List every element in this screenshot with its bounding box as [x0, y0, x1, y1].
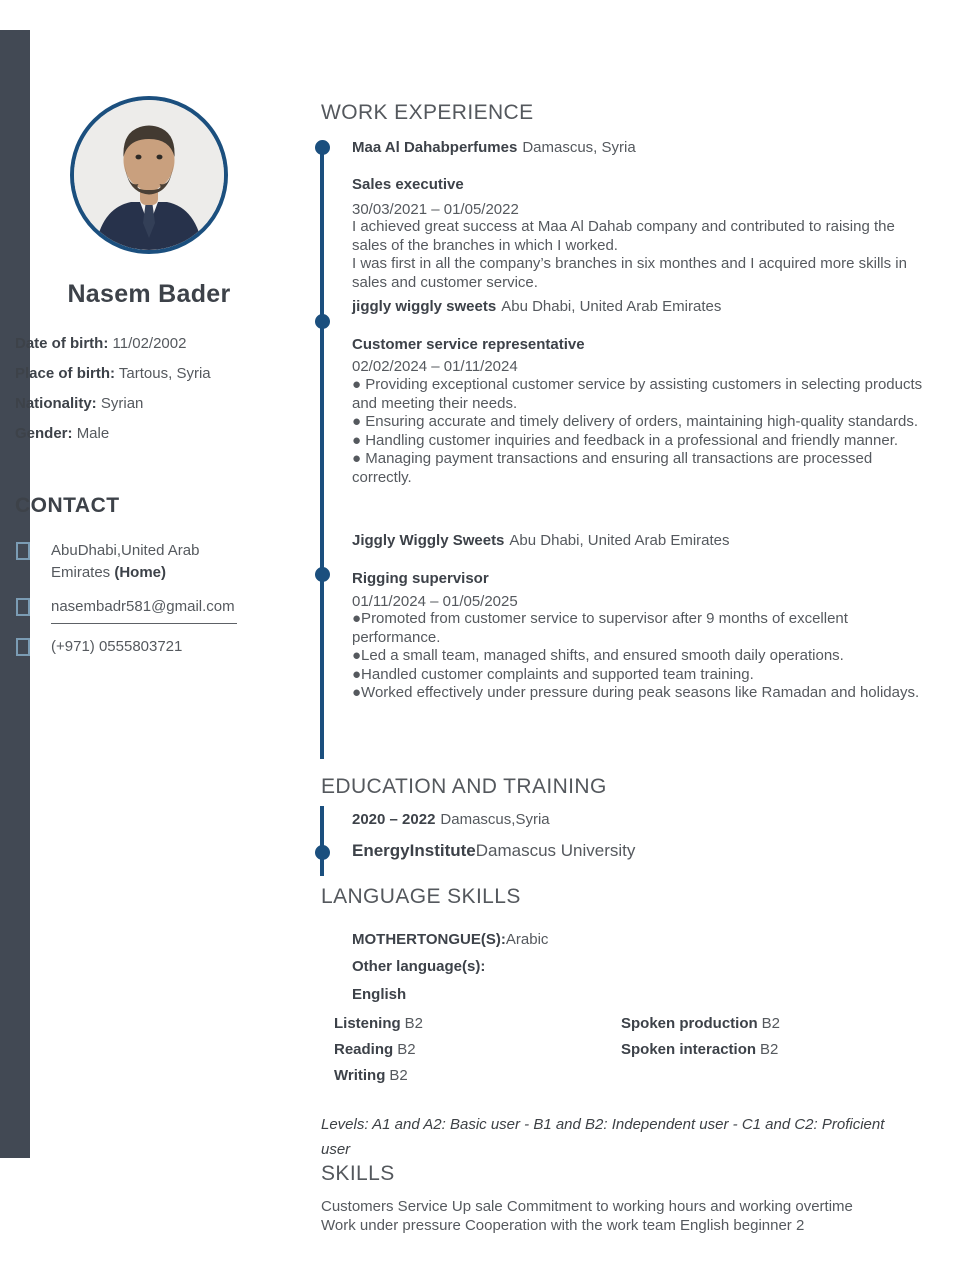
- detail-nationality: [15, 393, 295, 415]
- email-link[interactable]: nasembadr581@gmail.com: [51, 596, 237, 624]
- detail-label: Date of birth:: [15, 335, 109, 352]
- contact-heading: CONTACT: [15, 494, 120, 517]
- personal-details: [15, 333, 295, 453]
- contact-item-phone: [16, 636, 286, 658]
- employer-name: Jiggly Wiggly Sweets: [352, 532, 505, 549]
- job-bullet: ●Handled customer complaints and supported team training.: [352, 665, 754, 683]
- skills-text: Customers Service Up sale Commitment to working hours and working overtime Work under pressure Cooperation with the work team English beginner 2: [321, 1198, 853, 1234]
- detail-date-of-birth: [15, 333, 295, 355]
- education-dates: 2020 – 2022: [352, 811, 436, 828]
- location-icon: [16, 542, 30, 560]
- job-title: Sales executive: [352, 176, 464, 193]
- employer-name: Maa Al Dahabperfumes: [352, 139, 518, 156]
- education-institute-line: [352, 841, 932, 860]
- mother-tongue-label: MOTHERTONGUE(S):: [352, 931, 506, 948]
- job-description: [352, 218, 924, 292]
- detail-value: Male: [76, 425, 110, 442]
- lang-skill-spoken-production: [621, 1015, 871, 1041]
- employer-location: Abu Dhabi, United Arab Emirates: [501, 298, 722, 315]
- detail-gender: [15, 423, 295, 445]
- education-heading: EDUCATION AND TRAINING: [321, 775, 607, 798]
- education-dates-line: [352, 810, 932, 829]
- job-bullet: ●Promoted from customer service to supervisor after 9 months of excellent performance.: [352, 610, 848, 646]
- lang-skill-level: B2: [397, 1041, 416, 1058]
- person-avatar-icon: [74, 100, 224, 250]
- timeline-dot: [315, 567, 330, 582]
- contact-list: [16, 540, 286, 670]
- detail-label: Gender:: [15, 425, 73, 442]
- lang-skill-label: Spoken production: [621, 1015, 758, 1032]
- lang-skill-level: B2: [404, 1015, 424, 1032]
- lang-skill-reading: [334, 1041, 621, 1067]
- lang-skill-level: B2: [761, 1015, 781, 1032]
- phone-text: (+971) 0555803721: [51, 638, 183, 655]
- employer-location: Abu Dhabi, United Arab Emirates: [509, 532, 730, 549]
- lang-skill-label: Writing: [334, 1067, 386, 1084]
- mother-tongue-value: Arabic: [505, 931, 549, 948]
- home-tag: (Home): [114, 564, 167, 581]
- detail-value: 11/02/2002: [112, 335, 187, 352]
- job-bullet: ● Handling customer inquiries and feedback in a professional and friendly manner.: [352, 431, 899, 449]
- job-description-line: I was first in all the company’s branches in six monthes and I acquired more skills in sales and customer service.: [352, 255, 907, 291]
- detail-label: Place of birth:: [15, 365, 116, 382]
- lang-skill-level: B2: [760, 1041, 779, 1058]
- employer-line: [352, 138, 932, 157]
- job-dates: 30/03/2021 – 01/05/2022: [352, 201, 519, 218]
- contact-item-address: [16, 540, 286, 584]
- education-location: Damascus,Syria: [440, 811, 550, 828]
- employer-name: jiggly wiggly sweets: [352, 298, 497, 315]
- employer-location: Damascus, Syria: [522, 139, 636, 156]
- lang-skill-label: Spoken interaction: [621, 1041, 757, 1058]
- lang-skill-writing: [334, 1067, 621, 1093]
- job-bullet: ● Providing exceptional customer service by assisting customers in selecting products and meeting their needs.: [352, 376, 923, 412]
- work-timeline-line: [320, 147, 324, 759]
- employer-line: [352, 297, 932, 316]
- lang-skill-level: B2: [389, 1067, 408, 1084]
- job-bullet: ●Led a small team, managed shifts, and ensured smooth daily operations.: [352, 647, 844, 665]
- job-description: [352, 610, 932, 703]
- job-title: Customer service representative: [352, 336, 585, 353]
- job-description: [352, 376, 932, 488]
- education-institute: EnergyInstitute: [352, 841, 476, 860]
- lang-skill-label: Listening: [334, 1015, 401, 1032]
- address-text: [51, 540, 256, 584]
- job-description-line: I achieved great success at Maa Al Dahab company and contributed to raising the sales of the branches in which I worked.: [352, 218, 895, 254]
- job-bullet: ●Worked effectively under pressure during peak seasons like Ramadan and holidays.: [352, 684, 920, 702]
- employer-line: [352, 531, 932, 550]
- education-timeline-line: [320, 806, 324, 876]
- other-languages-label: Other language(s):: [352, 958, 486, 975]
- address-value: AbuDhabi,United Arab Emirates: [51, 542, 200, 581]
- profile-photo: [70, 96, 228, 254]
- mother-tongue-line: [352, 930, 932, 949]
- language-grid: [334, 1015, 871, 1093]
- profile-name: Nasem Bader: [67, 280, 231, 308]
- job-dates: 02/02/2024 – 01/11/2024: [352, 358, 518, 375]
- skills-heading: SKILLS: [321, 1162, 395, 1185]
- detail-place-of-birth: [15, 363, 295, 385]
- lang-skill-listening: [334, 1015, 621, 1041]
- language-name: English: [352, 986, 407, 1003]
- timeline-dot: [315, 845, 330, 860]
- levels-note: Levels: A1 and A2: Basic user - B1 and B2: Independent user - C1 and C2: Proficient user: [321, 1116, 885, 1158]
- job-bullet: ● Ensuring accurate and timely delivery of orders, maintaining high-quality standards.: [352, 413, 919, 431]
- contact-item-email: [16, 596, 286, 624]
- detail-label: Nationality:: [15, 395, 97, 412]
- timeline-dot: [315, 140, 330, 155]
- lang-skill-spoken-interaction: [621, 1041, 871, 1067]
- job-title: Rigging supervisor: [352, 570, 489, 587]
- job-bullet: ● Managing payment transactions and ensuring all transactions are processed correctly.: [352, 450, 873, 486]
- detail-value: Tartous, Syria: [118, 365, 211, 382]
- language-skills-heading: LANGUAGE SKILLS: [321, 885, 521, 908]
- timeline-dot: [315, 314, 330, 329]
- education-university: Damascus University: [475, 841, 636, 860]
- email-icon: [16, 598, 30, 616]
- work-experience-heading: WORK EXPERIENCE: [321, 101, 534, 124]
- detail-value: Syrian: [100, 395, 144, 412]
- lang-skill-label: Reading: [334, 1041, 394, 1058]
- phone-icon: [16, 638, 30, 656]
- job-dates: 01/11/2024 – 01/05/2025: [352, 593, 518, 610]
